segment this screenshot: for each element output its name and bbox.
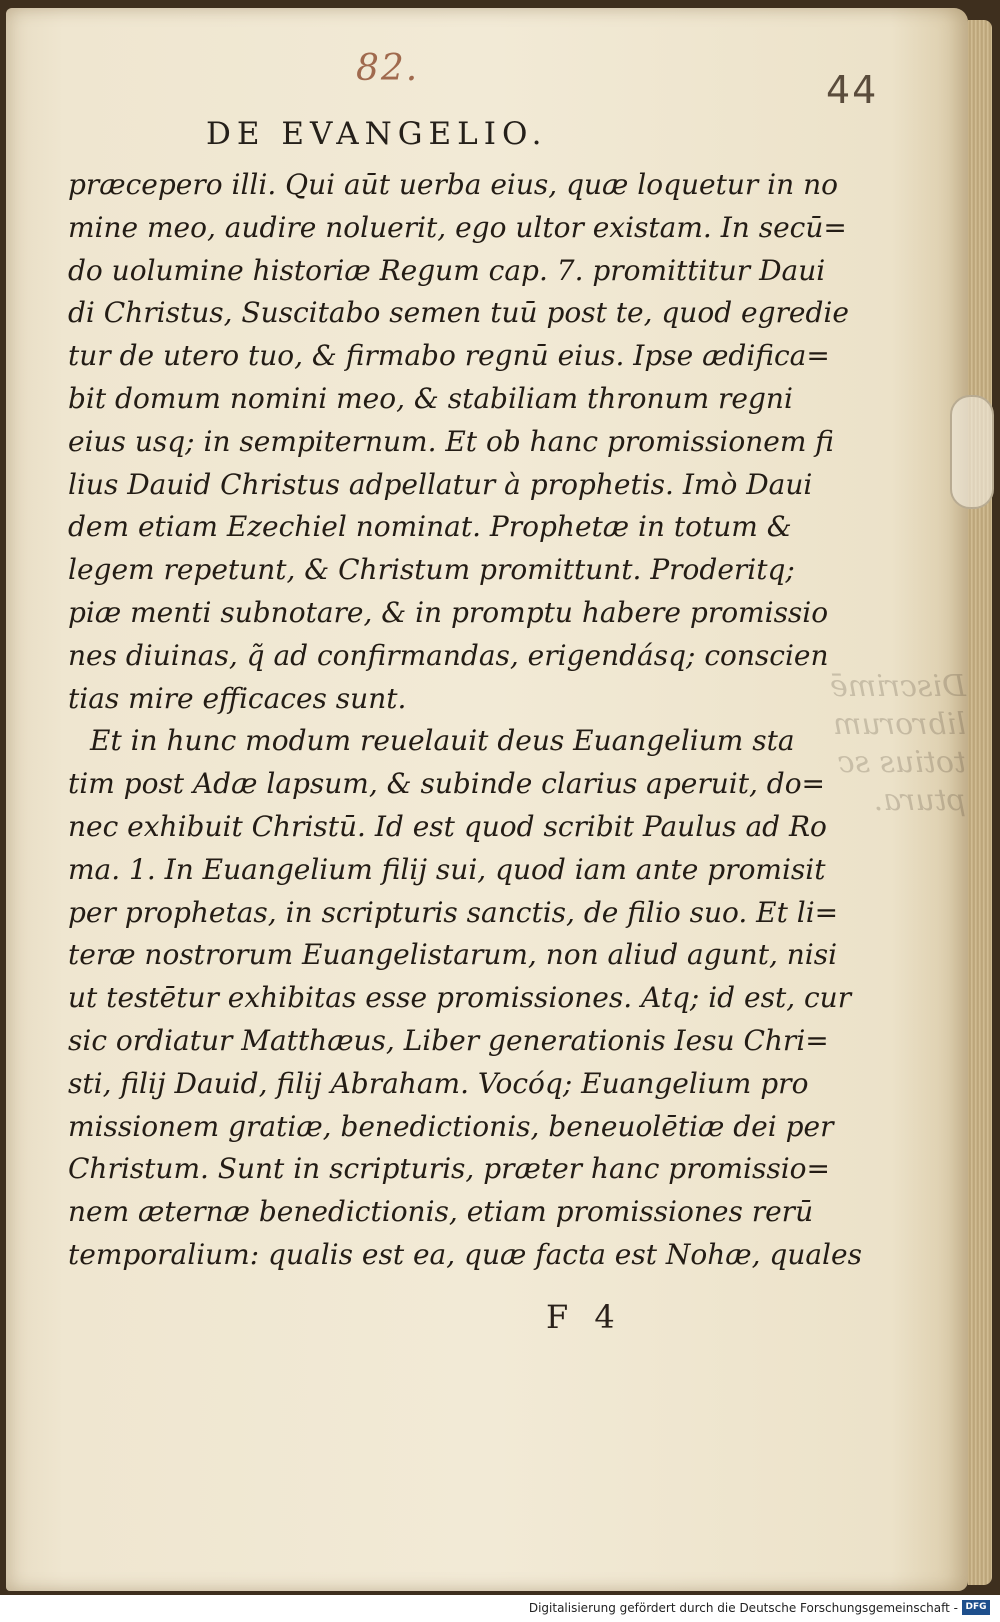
running-head: DE EVANGELIO. [206,116,548,152]
text-line: nec exhibuit Christū. Id est quod scribit Paulus ad Ro [68,809,827,843]
text-line: tur de utero tuo, & firmabo regnū eius. Ipse ædifica= [68,339,830,373]
dfg-logo: DFG [962,1600,990,1615]
paragraph-start-line: Et in hunc modum reuelauit deus Euangelium sta [90,724,795,758]
text-line: do uolumine historiæ Regum cap. 7. promittitur Daui [68,253,826,287]
text-line: piæ menti subnotare, & in promptu habere promissio [68,595,829,629]
text-line: per prophetas, in scripturis sanctis, de filio suo. Et li= [68,895,839,929]
text-line: bit domum nomini meo, & stabiliam thronum regni [68,381,793,415]
text-line: ma. 1. In Euangelium filij sui, quod iam ante promisit [68,852,826,886]
text-line: nes diuinas, q̃ ad confirmandas, erigendásq; conscien [68,638,829,672]
text-line: temporalium: qualis est ea, quæ facta est Nohæ, quales [68,1237,862,1271]
signature-mark: F 4 [546,1298,623,1336]
text-line: sti, filij Dauid, filij Abraham. Vocóq; Euangelium pro [68,1066,809,1100]
body-text [68,164,862,1277]
text-line: præcepero illi. Qui aūt uerba eius, quæ loquetur in no [68,168,838,201]
page-tab-mark [950,395,994,509]
text-line: tias mire efficaces sunt. [68,681,407,715]
text-line: sic ordiatur Matthæus, Liber generationis Iesu Chri= [68,1023,829,1057]
text-line: lius Dauid Christus adpellatur à prophetis. Imò Daui [68,467,813,501]
bleed-through-line: Discrimē [830,669,966,704]
text-line: teræ nostrorum Euangelistarum, non aliud agunt, nisi [68,938,838,972]
digitization-footer [0,1595,1000,1622]
funding-credit: Digitalisierung gefördert durch die Deutsche Forschungsgemeinschaft - [528,1601,958,1615]
bleed-through-line: totius sc [837,745,966,780]
book-page [6,8,968,1591]
text-line: Christum. Sunt in scripturis, præter hanc promissio= [68,1152,830,1186]
text-line: legem repetunt, & Christum promittunt. Proderitq; [68,553,795,587]
text-line: ut testētur exhibitas esse promissiones. Atq; id est, cur [68,981,852,1015]
text-line: eius usq; in sempiternum. Et ob hanc promissionem fi [68,424,834,458]
bleed-through-marginalia [826,668,966,820]
text-line: di Christus, Suscitabo semen tuū post te, quod egredie [68,296,849,330]
bleed-through-line: ptura. [873,783,966,818]
handwritten-folio-number: 82. [356,48,420,89]
text-line: nem æternæ benedictionis, etiam promissiones rerū [68,1195,814,1229]
bleed-through-line: librorum [833,707,966,742]
text-line: missionem gratiæ, benedictionis, beneuolētiæ dei per [68,1109,834,1143]
text-line: mine meo, audire noluerit, ego ultor existam. In secū= [68,210,847,244]
folio-number: 44 [826,68,879,112]
text-line: tim post Adæ lapsum, & subinde clarius aperuit, do= [68,767,826,801]
text-line: dem etiam Ezechiel nominat. Prophetæ in totum & [68,510,792,544]
book-page-edges [968,20,992,1585]
